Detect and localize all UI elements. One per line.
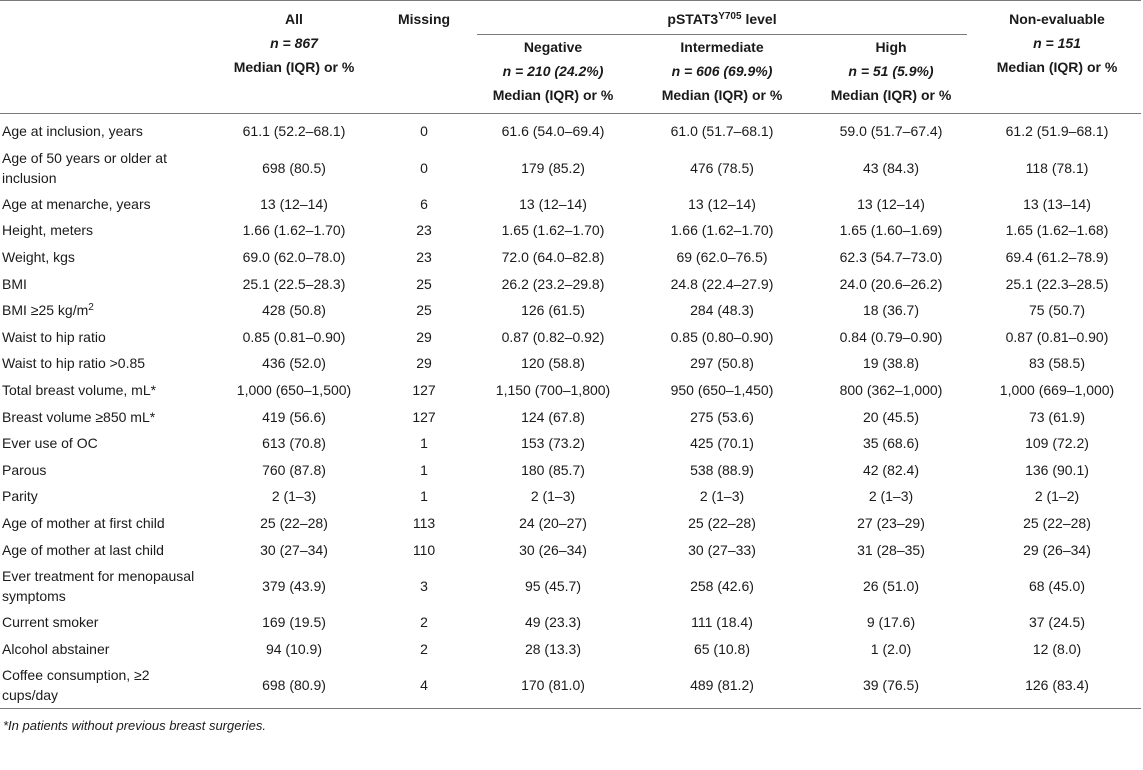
header-empty-cell bbox=[0, 35, 211, 114]
table-cell: 62.3 (54.7–73.0) bbox=[839, 249, 943, 266]
table-row bbox=[0, 297, 1141, 324]
table-cell: 0.85 (0.81–0.90) bbox=[242, 328, 346, 345]
table-cell: 28 (13.3) bbox=[524, 640, 582, 657]
table-cell: 68 (45.0) bbox=[1028, 577, 1086, 594]
table-cell: 489 (81.2) bbox=[690, 677, 754, 694]
table-cell: 476 (78.5) bbox=[690, 159, 754, 176]
table-cell: 69.4 (61.2–78.9) bbox=[1005, 249, 1109, 266]
table-cell: 1.65 (1.62–1.70) bbox=[501, 222, 605, 239]
row-label: Waist to hip ratio bbox=[2, 328, 106, 345]
table-cell: 9 (17.6) bbox=[866, 614, 916, 631]
table-cell: 2 (1–3) bbox=[868, 488, 914, 505]
table-cell: 24.0 (20.6–26.2) bbox=[839, 275, 943, 292]
row-label: Coffee consumption, ≥2 cups/day bbox=[2, 667, 150, 704]
table-cell: 2 (1–3) bbox=[271, 488, 317, 505]
table-cell: 95 (45.7) bbox=[524, 577, 582, 594]
table-cell: 13 (12–14) bbox=[260, 195, 328, 212]
table-cell: 4 bbox=[420, 677, 428, 694]
table-cell: 379 (43.9) bbox=[262, 577, 326, 594]
table-row bbox=[0, 244, 1141, 271]
table-body bbox=[0, 114, 1141, 709]
table-cell: 31 (28–35) bbox=[857, 541, 925, 558]
table-cell: 75 (50.7) bbox=[1028, 302, 1086, 319]
table-cell: 275 (53.6) bbox=[690, 408, 754, 425]
table-cell: 25.1 (22.5–28.3) bbox=[242, 275, 346, 292]
table-cell: 26.2 (23.2–29.8) bbox=[501, 275, 605, 292]
row-label: BMI bbox=[2, 275, 27, 292]
table-cell: 153 (73.2) bbox=[521, 435, 585, 452]
row-label: Ever treatment for menopausal symptoms bbox=[2, 567, 195, 604]
row-label: Waist to hip ratio >0.85 bbox=[2, 355, 146, 372]
table-cell: 61.6 (54.0–69.4) bbox=[501, 123, 605, 140]
table-cell: 113 bbox=[412, 515, 436, 532]
table-cell: 25 (22–28) bbox=[1023, 515, 1091, 532]
table-row bbox=[0, 457, 1141, 484]
row-label: Weight, kgs bbox=[2, 249, 75, 266]
group-header-pstat3: $pSTAT3^{Y705}$ level bbox=[471, 1, 973, 35]
table-cell: 126 (61.5) bbox=[521, 302, 585, 319]
table-cell: 69 (62.0–76.5) bbox=[676, 249, 768, 266]
table-cell: 18 (36.7) bbox=[862, 302, 920, 319]
table-cell: 0.87 (0.82–0.92) bbox=[501, 328, 605, 345]
col-header-all: All n = 867 Median (IQR) or % bbox=[233, 11, 355, 75]
table-cell: 1.66 (1.62–1.70) bbox=[670, 222, 774, 239]
table-cell: 72.0 (64.0–82.8) bbox=[501, 249, 605, 266]
col-header-intermediate: Intermediate n = 606 (69.9%) Median (IQR) or % bbox=[661, 39, 783, 103]
table-cell: 30 (27–34) bbox=[260, 541, 328, 558]
table-cell: 1 bbox=[420, 461, 428, 478]
row-label: BMI ≥25 $kg/m^2$ bbox=[2, 302, 94, 319]
table-cell: 613 (70.8) bbox=[262, 435, 326, 452]
col-header-non-evaluable: Non-evaluable n = 151 Median (IQR) or % bbox=[996, 11, 1118, 75]
table-row bbox=[0, 350, 1141, 377]
table-row bbox=[0, 217, 1141, 244]
table-cell: 950 (650–1,450) bbox=[670, 382, 774, 399]
table-cell: 1,150 (700–1,800) bbox=[495, 382, 611, 399]
table-cell: 428 (50.8) bbox=[262, 302, 326, 319]
table-cell: 0 bbox=[420, 123, 428, 140]
row-label: Age of mother at last child bbox=[2, 541, 164, 558]
table-cell: 118 (78.1) bbox=[1025, 159, 1089, 176]
table-cell: 179 (85.2) bbox=[521, 159, 585, 176]
table-cell: 30 (27–33) bbox=[688, 541, 756, 558]
table-cell: 49 (23.3) bbox=[524, 614, 582, 631]
table-cell: 12 (8.0) bbox=[1032, 640, 1082, 657]
table-cell: 2 (1–3) bbox=[530, 488, 576, 505]
table-cell: 19 (38.8) bbox=[862, 355, 920, 372]
table-cell: 24.8 (22.4–27.9) bbox=[670, 275, 774, 292]
table-cell: 1 bbox=[420, 488, 428, 505]
table-cell: 2 (1–2) bbox=[1034, 488, 1080, 505]
table-row bbox=[0, 510, 1141, 537]
col-header-high: High n = 51 (5.9%) Median (IQR) or % bbox=[830, 39, 952, 103]
table-cell: 23 bbox=[416, 222, 432, 239]
table-cell: 29 bbox=[416, 328, 432, 345]
table-cell: 25.1 (22.3–28.5) bbox=[1005, 275, 1109, 292]
table-cell: 13 (12–14) bbox=[519, 195, 587, 212]
table-cell: 258 (42.6) bbox=[690, 577, 754, 594]
table-cell: 538 (88.9) bbox=[690, 461, 754, 478]
table-cell: 35 (68.6) bbox=[862, 435, 920, 452]
table-cell: 436 (52.0) bbox=[262, 355, 326, 372]
col-header-missing: Missing bbox=[397, 11, 451, 27]
table-cell: 800 (362–1,000) bbox=[839, 382, 943, 399]
table-cell: 1,000 (650–1,500) bbox=[236, 382, 352, 399]
row-label: Parity bbox=[2, 488, 38, 505]
table-cell: 29 (26–34) bbox=[1023, 541, 1091, 558]
table-cell: 13 (12–14) bbox=[688, 195, 756, 212]
table-cell: 2 bbox=[420, 614, 428, 631]
table-cell: 180 (85.7) bbox=[521, 461, 585, 478]
table-cell: 61.2 (51.9–68.1) bbox=[1005, 123, 1109, 140]
table-cell: 120 (58.8) bbox=[521, 355, 585, 372]
row-label: Ever use of OC bbox=[2, 435, 98, 452]
row-label: Age at menarche, years bbox=[2, 195, 151, 212]
row-label: Parous bbox=[2, 461, 47, 478]
table-cell: 284 (48.3) bbox=[690, 302, 754, 319]
table-cell: 25 (22–28) bbox=[688, 515, 756, 532]
table-cell: 61.1 (52.2–68.1) bbox=[242, 123, 346, 140]
table-cell: 127 bbox=[412, 382, 436, 399]
table-cell: 30 (26–34) bbox=[519, 541, 587, 558]
table-cell: 83 (58.5) bbox=[1028, 355, 1086, 372]
table-cell: 25 bbox=[416, 275, 432, 292]
table-row bbox=[0, 430, 1141, 457]
table-cell: 124 (67.8) bbox=[521, 408, 585, 425]
table-cell: 23 bbox=[416, 249, 432, 266]
table-cell: 126 (83.4) bbox=[1025, 677, 1089, 694]
table-cell: 1.66 (1.62–1.70) bbox=[242, 222, 346, 239]
table-cell: 59.0 (51.7–67.4) bbox=[839, 123, 943, 140]
table-cell: 0 bbox=[420, 159, 428, 176]
table-cell: 13 (12–14) bbox=[857, 195, 925, 212]
table-cell: 25 (22–28) bbox=[260, 515, 328, 532]
table-cell: 110 bbox=[412, 541, 436, 558]
table-cell: 136 (90.1) bbox=[1025, 461, 1089, 478]
table-cell: 0.85 (0.80–0.90) bbox=[670, 328, 774, 345]
table-row bbox=[0, 662, 1141, 709]
table-cell: 39 (76.5) bbox=[862, 677, 920, 694]
table-row bbox=[0, 270, 1141, 297]
table-cell: 69.0 (62.0–78.0) bbox=[242, 249, 346, 266]
table-cell: 1 (2.0) bbox=[870, 640, 912, 657]
row-label: Alcohol abstainer bbox=[2, 640, 110, 657]
row-label: Age at inclusion, years bbox=[2, 123, 143, 140]
table-row bbox=[0, 636, 1141, 663]
table-cell: 20 (45.5) bbox=[862, 408, 920, 425]
table-cell: 2 (1–3) bbox=[699, 488, 745, 505]
table-row bbox=[0, 403, 1141, 430]
table-row bbox=[0, 536, 1141, 563]
table-row bbox=[0, 377, 1141, 404]
table-row bbox=[0, 563, 1141, 609]
table-cell: 1 bbox=[420, 435, 428, 452]
col-header-negative: Negative n = 210 (24.2%) Median (IQR) or % bbox=[492, 39, 614, 103]
table-cell: 1.65 (1.62–1.68) bbox=[1005, 222, 1109, 239]
table-cell: 419 (56.6) bbox=[262, 408, 326, 425]
table-cell: 29 bbox=[416, 355, 432, 372]
table-cell: 25 bbox=[416, 302, 432, 319]
table-cell: 13 (13–14) bbox=[1023, 195, 1091, 212]
header-empty-cell bbox=[0, 1, 211, 35]
table-row bbox=[0, 483, 1141, 510]
footnote: *In patients without previous breast surgeries. bbox=[3, 718, 267, 734]
table-row bbox=[0, 114, 1141, 145]
table-cell: 1,000 (669–1,000) bbox=[999, 382, 1115, 399]
row-label: Height, meters bbox=[2, 222, 94, 239]
table-cell: 698 (80.9) bbox=[262, 677, 326, 694]
table-cell: 127 bbox=[412, 408, 436, 425]
table-cell: 73 (61.9) bbox=[1028, 408, 1086, 425]
table-cell: 65 (10.8) bbox=[693, 640, 751, 657]
row-label: Total breast volume, mL* bbox=[2, 382, 157, 399]
table-cell: 169 (19.5) bbox=[262, 614, 326, 631]
table-row bbox=[0, 191, 1141, 218]
table-cell: 170 (81.0) bbox=[521, 677, 585, 694]
table-cell: 297 (50.8) bbox=[690, 355, 754, 372]
table-cell: 698 (80.5) bbox=[262, 159, 326, 176]
table-cell: 6 bbox=[420, 195, 428, 212]
table-cell: 24 (20–27) bbox=[519, 515, 587, 532]
row-label: Current smoker bbox=[2, 614, 99, 631]
table-row bbox=[0, 145, 1141, 191]
row-label: Age of 50 years or older at inclusion bbox=[2, 149, 167, 186]
table-cell: 111 (18.4) bbox=[691, 614, 753, 631]
table-cell: 760 (87.8) bbox=[262, 461, 326, 478]
table-cell: 26 (51.0) bbox=[862, 577, 920, 594]
row-label: Age of mother at first child bbox=[2, 515, 165, 532]
table-row bbox=[0, 324, 1141, 351]
table-cell: 94 (10.9) bbox=[265, 640, 323, 657]
table-row bbox=[0, 609, 1141, 636]
table-cell: 425 (70.1) bbox=[690, 435, 754, 452]
table-cell: 109 (72.2) bbox=[1025, 435, 1089, 452]
table-cell: 3 bbox=[420, 577, 428, 594]
row-label: Breast volume ≥850 mL* bbox=[2, 408, 156, 425]
table-cell: 2 bbox=[420, 640, 428, 657]
table-cell: 61.0 (51.7–68.1) bbox=[670, 123, 774, 140]
table-cell: 27 (23–29) bbox=[857, 515, 925, 532]
table-cell: 0.84 (0.79–0.90) bbox=[839, 328, 943, 345]
table-cell: 43 (84.3) bbox=[862, 159, 920, 176]
table-cell: 42 (82.4) bbox=[862, 461, 920, 478]
table-cell: 37 (24.5) bbox=[1028, 614, 1086, 631]
table-cell: 0.87 (0.81–0.90) bbox=[1005, 328, 1109, 345]
table-cell: 1.65 (1.60–1.69) bbox=[839, 222, 943, 239]
